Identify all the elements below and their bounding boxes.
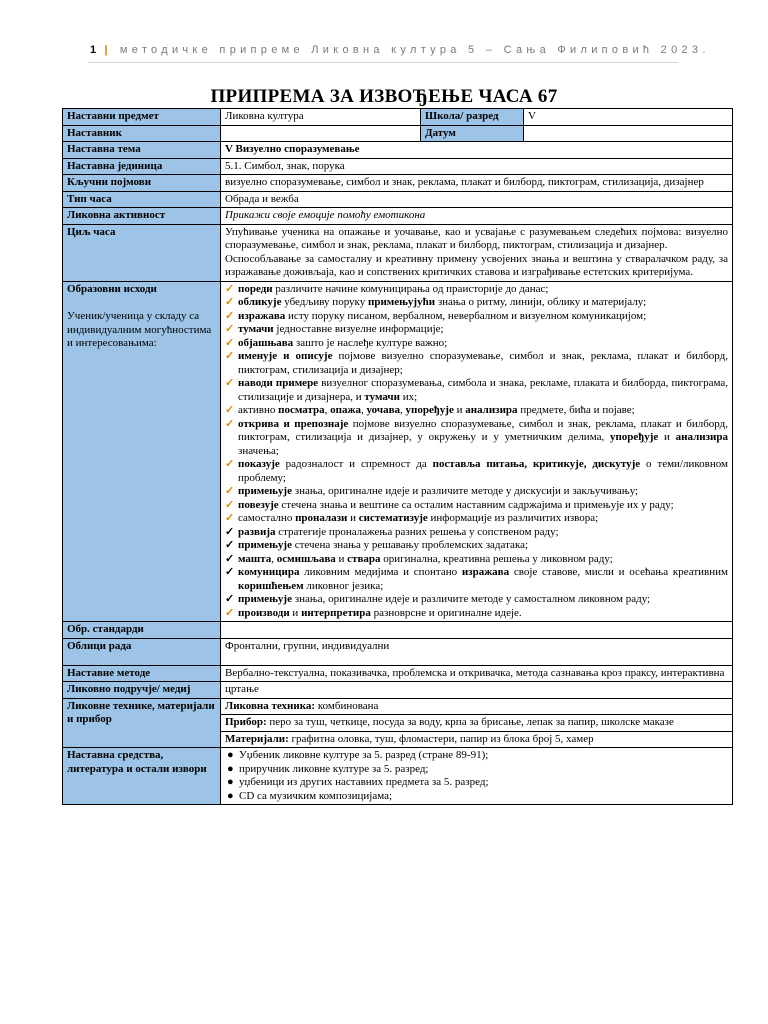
outcome-item (225, 283, 728, 297)
outcome-text: изражава (461, 566, 510, 578)
outcome-item (225, 377, 728, 404)
resources-value (221, 748, 733, 805)
outcome-text: уочава (366, 404, 401, 416)
outcome-text: систематизује (358, 512, 428, 524)
resource-text: уџбеници из других наставних предмета за 5. разред; (239, 776, 489, 788)
outcome-text: своје ставове, мисли и осећања креативним (509, 566, 728, 578)
outcome-text: открива и препознаје (238, 417, 349, 430)
outcome-text: значења; (238, 444, 279, 457)
checkmark-icon: ✓ (225, 485, 235, 497)
outcome-item (225, 310, 728, 324)
outcome-text: знања о ритму, линији, облику и материјалу; (435, 296, 647, 308)
outcome-text: стечена знања и вештине са осталим наставним садржајима и примењује их у раду; (278, 498, 674, 511)
area-label: Ликовно подручје/ медиј (63, 682, 221, 699)
outcome-text: комуницира (238, 566, 300, 578)
goal-label: Циљ часа (63, 224, 221, 281)
materials-subheading: Материјали: (225, 732, 289, 745)
outcomes-value (221, 281, 733, 622)
outcome-text: и (347, 512, 359, 524)
outcome-text: појмове визуелно споразумевање, симбол и знак, реклама, плакат и билборд, пиктограм, стилизација и дизајнер; (238, 350, 728, 376)
outcome-text: зашто је наслеђе културе важно; (293, 336, 448, 349)
key-terms-label: Кључни појмови (63, 175, 221, 192)
date-label: Датум (421, 125, 524, 142)
outcome-text: анализира (675, 431, 728, 443)
topic-label: Наставна тема (63, 142, 221, 159)
subject-value: Ликовна култура (221, 109, 421, 126)
bullet-icon: ● (227, 789, 234, 802)
outcome-text: , (360, 404, 367, 416)
outcome-text: различите начине комуницирања од праисторије до данас; (272, 282, 549, 295)
outcome-text: стратегије проналажења разних решења у сопственом раду; (275, 525, 559, 538)
checkmark-icon: ✓ (225, 606, 235, 619)
resource-item (225, 790, 728, 804)
outcome-text: примењује (238, 485, 292, 497)
row-activity (63, 208, 733, 225)
resource-text: приручник ликовне културе за 5. разред; (239, 762, 429, 775)
goal-paragraph-1: Упућивање ученика на опажање и уочавање, као и усвајање с разумевањем следећих појмова: визуелно споразумевање, симбол и знак, реклама, плакат и билборд, пиктограм, стилизација и дизајнер. (225, 225, 728, 251)
outcome-item (225, 539, 728, 553)
bullet-icon: ● (227, 776, 234, 788)
outcomes-sublabel: Ученик/ученица у складу са индивидуалним могућностима и интересовањима: (67, 310, 212, 349)
outcome-text: упоређује (405, 404, 454, 416)
checkmark-icon: ✓ (225, 336, 235, 349)
outcome-item (225, 553, 728, 567)
outcomes-list (225, 283, 728, 621)
checkmark-icon: ✓ (225, 498, 235, 511)
outcome-text: разноврсне и оригиналне идеје. (370, 606, 522, 619)
bullet-icon: ● (227, 762, 234, 775)
outcome-text: изражава (238, 309, 286, 322)
document-title: ПРИПРЕМА ЗА ИЗВОЂЕЊЕ ЧАСА 67 (210, 86, 558, 107)
checkmark-icon: ✓ (225, 417, 235, 430)
teacher-value (221, 125, 421, 142)
lesson-type-label: Тип часа (63, 191, 221, 208)
checkmark-icon: ✓ (225, 323, 235, 335)
goal-value (221, 224, 733, 281)
checkmark-icon: ✓ (225, 458, 235, 470)
resource-item (225, 763, 728, 777)
row-lesson-type (63, 191, 733, 208)
outcome-text: радозналост и спремност да (279, 458, 433, 470)
outcome-text: показује (238, 458, 280, 470)
checkmark-icon: ✓ (225, 512, 235, 524)
date-value (524, 125, 733, 142)
forms-value: Фронтални, групни, индивидуални (221, 638, 733, 665)
outcome-text: појмове визуелно споразумевање, симбол и знак, реклама, плакат и билборд, пиктограм, стилизација и дизајнер, у окружењу и у уметничким делима, (238, 417, 728, 443)
row-standards (63, 622, 733, 639)
header-separator: | (104, 44, 109, 56)
page-header (90, 44, 710, 56)
outcome-text: и (289, 606, 302, 619)
checkmark-icon: ✓ (225, 404, 235, 416)
key-terms-value: визуелно споразумевање, симбол и знак, реклама, плакат и билборд, пиктограм, стилизација, дизајнер (221, 175, 733, 192)
row-technique (63, 698, 733, 715)
outcome-text: обликује (238, 296, 282, 308)
unit-label: Наставна јединица (63, 158, 221, 175)
outcome-text: убедљиву поруку (281, 296, 368, 308)
outcomes-label-cell (63, 281, 221, 622)
outcome-text: проналази (295, 512, 348, 524)
outcome-item (225, 526, 728, 540)
outcome-text: упоређује (609, 431, 659, 443)
checkmark-icon: ✓ (225, 296, 235, 308)
header-rule (88, 62, 678, 63)
outcome-text: исту поруку писаном, вербалном, невербалном и визуелном комуникацијом; (285, 309, 647, 322)
materials-value (221, 731, 733, 748)
outcome-text: развија (238, 525, 276, 538)
outcome-text: осмишљава (276, 552, 336, 565)
outcome-text: , (400, 404, 406, 416)
outcome-item (225, 485, 728, 499)
goal-paragraph-2: Оспособљавање за самосталну и креативну примену усвојених знања и вештина у стваралачком раду, за изражавање доживљаја, као и сопствених критичких ставова и изграђивање естетских критеријума. (225, 252, 728, 278)
outcome-item (225, 337, 728, 351)
checkmark-icon: ✓ (225, 525, 235, 538)
school-label: Школа/ разред (421, 109, 524, 126)
outcome-text: информације из различитих извора; (427, 512, 599, 524)
outcome-text: примењује (238, 539, 292, 551)
lesson-plan-table (62, 108, 733, 805)
checkmark-icon: ✓ (225, 377, 235, 389)
methods-label: Наставне методе (63, 665, 221, 682)
standards-value (221, 622, 733, 639)
outcome-text: анализира (465, 404, 518, 416)
checkmark-icon: ✓ (225, 552, 235, 565)
outcome-text: знања, оригиналне идеје и различите методе у дискусији и закључивању; (291, 485, 639, 497)
outcome-text: и (453, 404, 466, 416)
row-topic (63, 142, 733, 159)
checkmark-icon: ✓ (225, 566, 235, 578)
area-value: цртање (221, 682, 733, 699)
outcome-text: опажа (330, 404, 361, 416)
outcome-text: посматра (278, 404, 325, 416)
checkmark-icon: ✓ (225, 282, 235, 295)
technique-subheading: Ликовна техника: (225, 699, 316, 712)
resource-item (225, 749, 728, 763)
outcome-text: именује и описује (238, 350, 333, 362)
materials-text: графитна оловка, туш, фломастери, папир из блока број 5, хамер (288, 732, 594, 745)
techniques-label: Ликовне технике, материјали и прибор (63, 698, 221, 748)
outcome-item (225, 323, 728, 337)
resource-text: Уџбеник ликовне културе за 5. разред (стране 89-91); (239, 749, 489, 761)
outcome-text: , (271, 552, 277, 565)
outcome-item (225, 418, 728, 459)
subject-label: Наставни предмет (63, 109, 221, 126)
outcome-text: повезује (238, 498, 279, 511)
row-area (63, 682, 733, 699)
unit-value: 5.1. Симбол, знак, порука (221, 158, 733, 175)
row-key-terms (63, 175, 733, 192)
outcome-item (225, 607, 728, 621)
standards-label: Обр. стандарди (63, 622, 221, 639)
outcome-item (225, 512, 728, 526)
outcome-text: машта (238, 552, 272, 565)
outcome-text: коришћењем (238, 579, 304, 592)
row-unit (63, 158, 733, 175)
row-forms (63, 638, 733, 665)
row-methods (63, 665, 733, 682)
outcome-text: знања, оригиналне идеје и различите методе у самосталном ликовном раду; (291, 593, 651, 605)
outcome-text: ствара (347, 552, 381, 565)
checkmark-icon: ✓ (225, 593, 235, 605)
outcome-text: стечена знања у решавању проблемских задатака; (291, 539, 529, 551)
checkmark-icon: ✓ (225, 539, 235, 551)
outcome-text: тумачи (238, 323, 274, 335)
outcome-item (225, 350, 728, 377)
outcome-item (225, 296, 728, 310)
tools-subheading: Прибор: (225, 716, 267, 728)
row-resources (63, 748, 733, 805)
row-goal (63, 224, 733, 281)
outcome-text: и (658, 431, 676, 443)
outcome-text: о теми/ликовном проблему; (238, 458, 728, 484)
outcome-text: визуелног споразумевања, симбола и знака, рекламе, плаката и билборда, пиктограма, стилизације и дизајнера, и (238, 377, 728, 403)
outcome-text: објашњава (238, 336, 294, 349)
tools-value (221, 715, 733, 732)
outcome-text: оригинална, креативна решења у ликовном раду; (380, 552, 613, 565)
outcome-text: активно (238, 404, 279, 416)
page-number: 1 (90, 44, 98, 56)
outcome-text: једноставне визуелне информације; (273, 323, 444, 335)
outcome-text: их; (399, 390, 418, 403)
tools-text: перо за туш, четкице, посуда за воду, крпа за брисање, лепак за папир, школске маказе (266, 716, 674, 728)
outcome-text: наводи примере (238, 377, 319, 389)
outcome-item (225, 593, 728, 607)
outcome-item (225, 499, 728, 513)
outcome-item (225, 458, 728, 485)
outcome-text: и (335, 552, 348, 565)
outcome-text: пореди (238, 282, 273, 295)
row-teacher (63, 125, 733, 142)
outcome-text: примењује (238, 593, 292, 605)
methods-value: Вербално-текстуална, показивачка, проблемска и откривачка, метода сазнавања кроз праксу, интерактивна (221, 665, 733, 682)
row-outcomes (63, 281, 733, 622)
outcome-text: , (324, 404, 331, 416)
checkmark-icon: ✓ (225, 350, 235, 362)
outcome-text: ликовног језика; (303, 579, 384, 592)
checkmark-icon: ✓ (225, 309, 235, 322)
outcome-text: предмете, бића и појаве; (517, 404, 635, 416)
outcome-text: примењујући (368, 296, 436, 308)
outcome-text: поставља питања, критикује, дискутује (432, 458, 641, 470)
outcome-text: ликовним медијима и спонтано (299, 566, 462, 578)
header-text: методичке припреме Ликовна култура 5 – Сања Филиповић 2023. (119, 44, 710, 56)
row-subject (63, 109, 733, 126)
topic-value: V Визуелно споразумевање (221, 142, 733, 159)
resource-item (225, 776, 728, 790)
resources-label: Наставна средства, литература и остали извори (63, 748, 221, 805)
resource-text: CD са музичким композицијама; (239, 789, 393, 802)
technique-text: комбинована (315, 699, 379, 712)
lesson-type-value: Обрада и вежба (221, 191, 733, 208)
forms-label: Облици рада (63, 638, 221, 665)
outcome-text: самостално (238, 512, 296, 524)
resources-list (225, 749, 728, 803)
outcomes-label: Образовни исходи (67, 282, 157, 295)
school-value: V (524, 109, 733, 126)
outcome-text: тумачи (364, 390, 400, 403)
outcome-text: интерпретира (301, 606, 371, 619)
activity-label: Ликовна активност (63, 208, 221, 225)
technique-value (221, 698, 733, 715)
activity-value: Прикажи своје емоције помоћу емотикона (221, 208, 733, 225)
outcome-item (225, 404, 728, 418)
bullet-icon: ● (227, 749, 234, 761)
teacher-label: Наставник (63, 125, 221, 142)
outcome-text: производи (238, 606, 290, 619)
outcome-item (225, 566, 728, 593)
